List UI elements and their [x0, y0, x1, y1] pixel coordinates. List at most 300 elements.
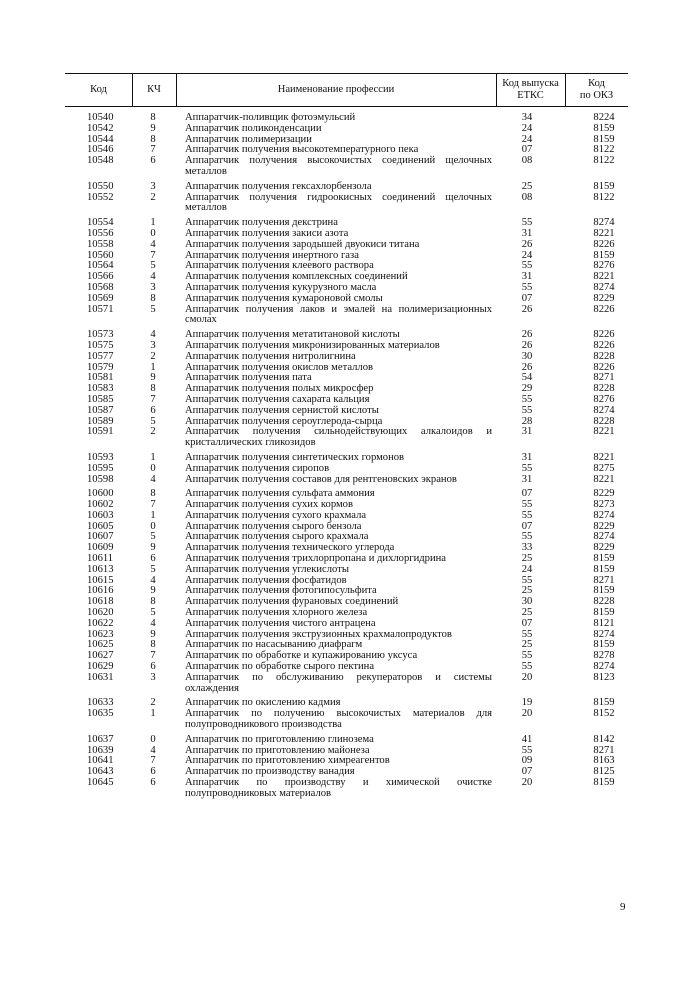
profession-code: 10631 [87, 671, 114, 683]
okz-code: 8121 [593, 617, 615, 629]
profession-name: Аппаратчик получения углекислоты [185, 563, 349, 575]
etks-code: 26 [521, 329, 533, 341]
etks-code: 26 [521, 303, 533, 315]
etks-code: 55 [521, 281, 533, 293]
okz-code: 8221 [593, 426, 615, 438]
profession-name: Аппаратчик по приготовлению химреагентов [185, 755, 390, 767]
control-number: 3 [150, 180, 156, 192]
table-row [0, 427, 700, 449]
header-code [65, 74, 132, 106]
profession-name: Аппаратчик получения инертного газа [185, 249, 359, 261]
control-number: 7 [150, 393, 156, 405]
okz-code: 8159 [593, 607, 615, 619]
control-number: 9 [150, 628, 156, 640]
profession-name: Аппаратчик получения лаков и эмалей на полимеризационных смолах [185, 303, 492, 326]
header-etks-line2: ЕТКС [517, 90, 544, 101]
okz-code: 8125 [593, 766, 615, 778]
etks-code: 07 [521, 520, 533, 532]
etks-code: 08 [521, 155, 533, 167]
profession-name: Аппаратчик получения высокочистых соединений щелочных металлов [185, 155, 492, 177]
profession-name: Аппаратчик получения пата [185, 372, 312, 384]
etks-code: 55 [521, 499, 533, 511]
control-number: 9 [150, 372, 156, 384]
profession-name: Аппаратчик получения сильнодействующих алкалоидов и кристаллических гликозидов [185, 426, 492, 449]
table-row [0, 182, 700, 193]
control-number: 8 [150, 639, 156, 651]
okz-code: 8276 [593, 260, 615, 272]
etks-code: 25 [521, 585, 533, 597]
control-number: 4 [150, 617, 156, 629]
control-number: 8 [150, 488, 156, 500]
okz-code: 8226 [593, 339, 615, 351]
profession-name: Аппаратчик получения кукурузного масла [185, 281, 377, 293]
etks-code: 07 [521, 617, 533, 629]
etks-code: 55 [521, 744, 533, 756]
okz-code: 8271 [593, 574, 615, 586]
okz-code: 8276 [593, 393, 615, 405]
okz-code: 8142 [593, 733, 615, 745]
profession-name: Аппаратчик поликонденсации [185, 122, 322, 134]
okz-code: 8228 [593, 596, 615, 608]
profession-name: Аппаратчик получения нитролигнина [185, 350, 356, 362]
okz-code: 8159 [593, 585, 615, 597]
okz-code: 8221 [593, 473, 615, 485]
okz-code: 8163 [593, 755, 615, 767]
header-okz-text [580, 78, 613, 102]
profession-name: Аппаратчик получения фотогипосульфита [185, 585, 377, 597]
profession-name: Аппаратчик получения гексахлорбензола [185, 180, 372, 192]
profession-code: 10546 [87, 144, 114, 156]
control-number: 3 [150, 281, 156, 293]
etks-code: 07 [521, 144, 533, 156]
etks-code: 07 [521, 766, 533, 778]
profession-code: 10616 [87, 585, 114, 597]
profession-code: 10622 [87, 617, 114, 629]
profession-name: Аппаратчик полимеризации [185, 133, 312, 145]
profession-code: 10573 [87, 329, 114, 341]
table-row [0, 305, 700, 327]
etks-code: 55 [521, 217, 533, 229]
profession-name: Аппаратчик получения метатитановой кислоты [185, 329, 400, 341]
profession-code: 10593 [87, 451, 114, 463]
etks-code: 31 [521, 227, 533, 239]
control-number: 2 [150, 191, 156, 203]
table-row [0, 709, 700, 731]
table-header [65, 73, 628, 107]
profession-name: Аппаратчик получения кумароновой смолы [185, 292, 383, 304]
control-number: 1 [150, 217, 156, 229]
profession-code: 10629 [87, 661, 114, 673]
profession-name: Аппаратчик по производству ванадия [185, 766, 355, 778]
profession-code: 10579 [87, 361, 114, 373]
profession-name: Аппаратчик получения комплексных соединений [185, 271, 408, 283]
header-kch-text: КЧ [147, 84, 161, 95]
okz-code: 8159 [593, 180, 615, 192]
header-name [176, 74, 496, 106]
control-number: 4 [150, 329, 156, 341]
profession-code: 10641 [87, 755, 114, 767]
etks-code: 55 [521, 650, 533, 662]
etks-code: 55 [521, 260, 533, 272]
profession-name: Аппаратчик получения сухого крахмала [185, 509, 367, 521]
etks-code: 31 [521, 473, 533, 485]
profession-code: 10583 [87, 383, 114, 395]
okz-code: 8159 [593, 133, 615, 145]
table-row [0, 193, 700, 215]
profession-name: Аппаратчик по приготовлению майонеза [185, 744, 370, 756]
okz-code: 8159 [593, 697, 615, 709]
control-number: 8 [150, 596, 156, 608]
etks-code: 55 [521, 462, 533, 474]
profession-code: 10591 [87, 426, 114, 438]
profession-name: Аппаратчик получения окислов металлов [185, 361, 374, 373]
profession-code: 10558 [87, 238, 114, 250]
profession-name: Аппаратчик-поливщик фотоэмульсий [185, 112, 356, 123]
okz-code: 8226 [593, 238, 615, 250]
etks-code: 26 [521, 339, 533, 351]
profession-code: 10620 [87, 607, 114, 619]
profession-code: 10564 [87, 260, 114, 272]
okz-code: 8122 [593, 155, 615, 167]
profession-code: 10600 [87, 488, 114, 500]
header-okz-line2: по ОКЗ [579, 90, 614, 101]
control-number: 6 [150, 766, 156, 778]
okz-code: 8271 [593, 372, 615, 384]
control-number: 3 [150, 339, 156, 351]
profession-name: Аппаратчик получения гидроокисных соединений щелочных металлов [185, 191, 492, 214]
etks-code: 25 [521, 180, 533, 192]
control-number: 1 [150, 451, 156, 463]
profession-name: Аппаратчик получения полых микросфер [185, 383, 374, 395]
control-number: 7 [150, 144, 156, 156]
profession-code: 10605 [87, 520, 114, 532]
okz-code: 8123 [593, 671, 615, 683]
control-number: 9 [150, 585, 156, 597]
table-row [0, 406, 700, 417]
okz-code: 8274 [593, 509, 615, 521]
profession-code: 10587 [87, 404, 114, 416]
profession-code: 10575 [87, 339, 114, 351]
etks-code: 55 [521, 509, 533, 521]
etks-code: 31 [521, 426, 533, 438]
control-number: 3 [150, 671, 156, 683]
control-number: 5 [150, 563, 156, 575]
etks-code: 34 [521, 112, 533, 123]
profession-code: 10552 [87, 191, 114, 203]
header-etks-line1: Код выпуска [502, 78, 559, 89]
profession-code: 10639 [87, 744, 114, 756]
etks-code: 55 [521, 628, 533, 640]
okz-code: 8274 [593, 628, 615, 640]
okz-code: 8228 [593, 415, 615, 427]
profession-name: Аппаратчик по обработке сырого пектина [185, 661, 375, 673]
etks-code: 20 [521, 777, 533, 789]
control-number: 6 [150, 777, 156, 789]
control-number: 6 [150, 155, 156, 167]
profession-name: Аппаратчик получения зародышей двуокиси титана [185, 238, 420, 250]
etks-code: 54 [521, 372, 533, 384]
control-number: 2 [150, 350, 156, 362]
table-row [0, 240, 700, 251]
etks-code: 41 [521, 733, 533, 745]
okz-code: 8122 [593, 144, 615, 156]
okz-code: 8159 [593, 563, 615, 575]
header-kch [132, 74, 176, 106]
profession-code: 10548 [87, 155, 114, 167]
profession-code: 10625 [87, 639, 114, 651]
control-number: 5 [150, 415, 156, 427]
table-row [0, 778, 700, 800]
control-number: 0 [150, 462, 156, 474]
table-row [0, 124, 700, 135]
control-number: 9 [150, 542, 156, 554]
etks-code: 19 [521, 697, 533, 709]
profession-name: Аппаратчик получения закиси азота [185, 227, 349, 239]
profession-code: 10645 [87, 777, 114, 789]
okz-code: 8159 [593, 639, 615, 651]
profession-code: 10603 [87, 509, 114, 521]
okz-code: 8226 [593, 361, 615, 373]
profession-code: 10623 [87, 628, 114, 640]
profession-code: 10633 [87, 697, 114, 709]
header-okz-line1: Код [588, 78, 605, 89]
profession-name: Аппаратчик получения высокотемпературного пека [185, 144, 419, 156]
profession-name: Аппаратчик получения сырого бензола [185, 520, 362, 532]
profession-name: Аппаратчик получения сероуглерода-сырца [185, 415, 383, 427]
control-number: 1 [150, 708, 156, 720]
control-number: 8 [150, 112, 156, 123]
table-row [0, 294, 700, 305]
control-number: 5 [150, 607, 156, 619]
control-number: 6 [150, 553, 156, 565]
etks-code: 26 [521, 238, 533, 250]
profession-name: Аппаратчик по обслуживанию рекуператоров и системы охлаждения [185, 671, 492, 694]
etks-code: 31 [521, 451, 533, 463]
header-etks [496, 74, 565, 106]
table-row [0, 352, 700, 363]
control-number: 4 [150, 574, 156, 586]
profession-name: Аппаратчик получения экструзионных крахмалопродуктов [185, 628, 452, 640]
profession-code: 10556 [87, 227, 114, 239]
profession-name: Аппаратчик по обработке и купажированию уксуса [185, 650, 418, 662]
profession-name: Аппаратчик получения трихлорпропана и дихлоргидрина [185, 553, 446, 565]
control-number: 8 [150, 133, 156, 145]
etks-code: 07 [521, 488, 533, 500]
table-row [0, 735, 700, 746]
okz-code: 8229 [593, 488, 615, 500]
okz-code: 8274 [593, 217, 615, 229]
etks-code: 20 [521, 671, 533, 683]
profession-name: Аппаратчик по приготовлению глинозема [185, 733, 374, 745]
control-number: 6 [150, 404, 156, 416]
okz-code: 8159 [593, 553, 615, 565]
profession-name: Аппаратчик получения микронизированных материалов [185, 339, 440, 351]
profession-code: 10607 [87, 531, 114, 543]
profession-name: Аппаратчик по окислению кадмия [185, 697, 341, 709]
profession-name: Аппаратчик по производству и химической очистке полупроводниковых материалов [185, 777, 492, 799]
header-etks-text [502, 78, 559, 102]
profession-code: 10635 [87, 708, 114, 720]
etks-code: 28 [521, 415, 533, 427]
table-row [0, 475, 700, 486]
profession-name: Аппаратчик получения клеевого раствора [185, 260, 374, 272]
profession-code: 10643 [87, 766, 114, 778]
page-number: 9 [620, 901, 626, 913]
okz-code: 8221 [593, 451, 615, 463]
etks-code: 24 [521, 563, 533, 575]
profession-code: 10613 [87, 563, 114, 575]
control-number: 2 [150, 697, 156, 709]
etks-code: 24 [521, 133, 533, 145]
okz-code: 8278 [593, 650, 615, 662]
header-okz [565, 74, 628, 106]
okz-code: 8224 [593, 112, 615, 123]
profession-name: Аппаратчик получения синтетических гормонов [185, 451, 405, 463]
profession-code: 10550 [87, 180, 114, 192]
okz-code: 8228 [593, 383, 615, 395]
etks-code: 20 [521, 708, 533, 720]
profession-name: Аппаратчик получения технического углерода [185, 542, 395, 554]
okz-code: 8229 [593, 292, 615, 304]
control-number: 4 [150, 473, 156, 485]
profession-code: 10568 [87, 281, 114, 293]
okz-code: 8229 [593, 520, 615, 532]
control-number: 5 [150, 531, 156, 543]
profession-code: 10566 [87, 271, 114, 283]
profession-name: Аппаратчик получения хлорного железа [185, 607, 368, 619]
etks-code: 55 [521, 404, 533, 416]
okz-code: 8274 [593, 404, 615, 416]
okz-code: 8271 [593, 744, 615, 756]
control-number: 2 [150, 426, 156, 438]
okz-code: 8122 [593, 191, 615, 203]
table-body [0, 113, 700, 800]
header-name-text: Наименование профессии [277, 84, 395, 95]
control-number: 7 [150, 755, 156, 767]
profession-name: Аппаратчик получения сернистой кислоты [185, 404, 379, 416]
okz-code: 8274 [593, 661, 615, 673]
profession-code: 10589 [87, 415, 114, 427]
profession-code: 10595 [87, 462, 114, 474]
profession-code: 10615 [87, 574, 114, 586]
control-number: 4 [150, 271, 156, 283]
profession-name: Аппаратчик получения чистого антрацена [185, 617, 376, 629]
control-number: 8 [150, 383, 156, 395]
profession-name: Аппаратчик получения сырого крахмала [185, 531, 369, 543]
profession-code: 10627 [87, 650, 114, 662]
control-number: 7 [150, 499, 156, 511]
profession-code: 10609 [87, 542, 114, 554]
okz-code: 8226 [593, 329, 615, 341]
control-number: 0 [150, 733, 156, 745]
okz-code: 8275 [593, 462, 615, 474]
header-code-text: Код [90, 84, 107, 95]
okz-code: 8228 [593, 350, 615, 362]
profession-name: Аппаратчик получения составов для рентгеновских экранов [185, 473, 457, 485]
okz-code: 8221 [593, 227, 615, 239]
okz-code: 8226 [593, 303, 615, 315]
profession-code: 10560 [87, 249, 114, 261]
okz-code: 8274 [593, 281, 615, 293]
control-number: 4 [150, 744, 156, 756]
okz-code: 8274 [593, 531, 615, 543]
profession-code: 10569 [87, 292, 114, 304]
profession-code: 10581 [87, 372, 114, 384]
profession-code: 10554 [87, 217, 114, 229]
table-row [0, 673, 700, 695]
okz-code: 8221 [593, 271, 615, 283]
etks-code: 25 [521, 639, 533, 651]
etks-code: 55 [521, 531, 533, 543]
profession-name: Аппаратчик по получению высокочистых материалов для полупроводникового производства [185, 708, 492, 731]
etks-code: 25 [521, 553, 533, 565]
control-number: 0 [150, 227, 156, 239]
etks-code: 29 [521, 383, 533, 395]
profession-name: Аппаратчик получения сиропов [185, 462, 330, 474]
profession-name: Аппаратчик получения сахарата кальция [185, 393, 370, 405]
etks-code: 55 [521, 661, 533, 673]
etks-code: 55 [521, 393, 533, 405]
profession-name: Аппаратчик получения фосфатидов [185, 574, 347, 586]
table-row [0, 464, 700, 475]
etks-code: 09 [521, 755, 533, 767]
control-number: 6 [150, 661, 156, 673]
control-number: 5 [150, 260, 156, 272]
profession-name: Аппаратчик получения сухих кормов [185, 499, 353, 511]
etks-code: 30 [521, 596, 533, 608]
profession-code: 10637 [87, 733, 114, 745]
profession-name: Аппаратчик по насасыванию диафрагм [185, 639, 363, 651]
etks-code: 30 [521, 350, 533, 362]
etks-code: 24 [521, 122, 533, 134]
profession-name: Аппаратчик получения декстрина [185, 217, 338, 229]
profession-code: 10598 [87, 473, 114, 485]
okz-code: 8152 [593, 708, 615, 720]
profession-code: 10602 [87, 499, 114, 511]
okz-code: 8159 [593, 777, 615, 789]
profession-code: 10571 [87, 303, 114, 315]
okz-code: 8273 [593, 499, 615, 511]
control-number: 8 [150, 292, 156, 304]
etks-code: 24 [521, 249, 533, 261]
etks-code: 08 [521, 191, 533, 203]
profession-code: 10585 [87, 393, 114, 405]
etks-code: 26 [521, 361, 533, 373]
control-number: 0 [150, 520, 156, 532]
profession-code: 10542 [87, 122, 114, 134]
profession-code: 10618 [87, 596, 114, 608]
etks-code: 25 [521, 607, 533, 619]
control-number: 4 [150, 238, 156, 250]
control-number: 9 [150, 122, 156, 134]
control-number: 1 [150, 509, 156, 521]
profession-code: 10540 [87, 112, 114, 123]
control-number: 7 [150, 249, 156, 261]
etks-code: 55 [521, 574, 533, 586]
profession-code: 10544 [87, 133, 114, 145]
okz-code: 8229 [593, 542, 615, 554]
etks-code: 31 [521, 271, 533, 283]
etks-code: 33 [521, 542, 533, 554]
table-row [0, 156, 700, 178]
etks-code: 07 [521, 292, 533, 304]
control-number: 7 [150, 650, 156, 662]
profession-code: 10577 [87, 350, 114, 362]
profession-code: 10611 [87, 553, 114, 565]
okz-code: 8159 [593, 249, 615, 261]
profession-name: Аппаратчик получения фурановых соединений [185, 596, 399, 608]
okz-code: 8159 [593, 122, 615, 134]
